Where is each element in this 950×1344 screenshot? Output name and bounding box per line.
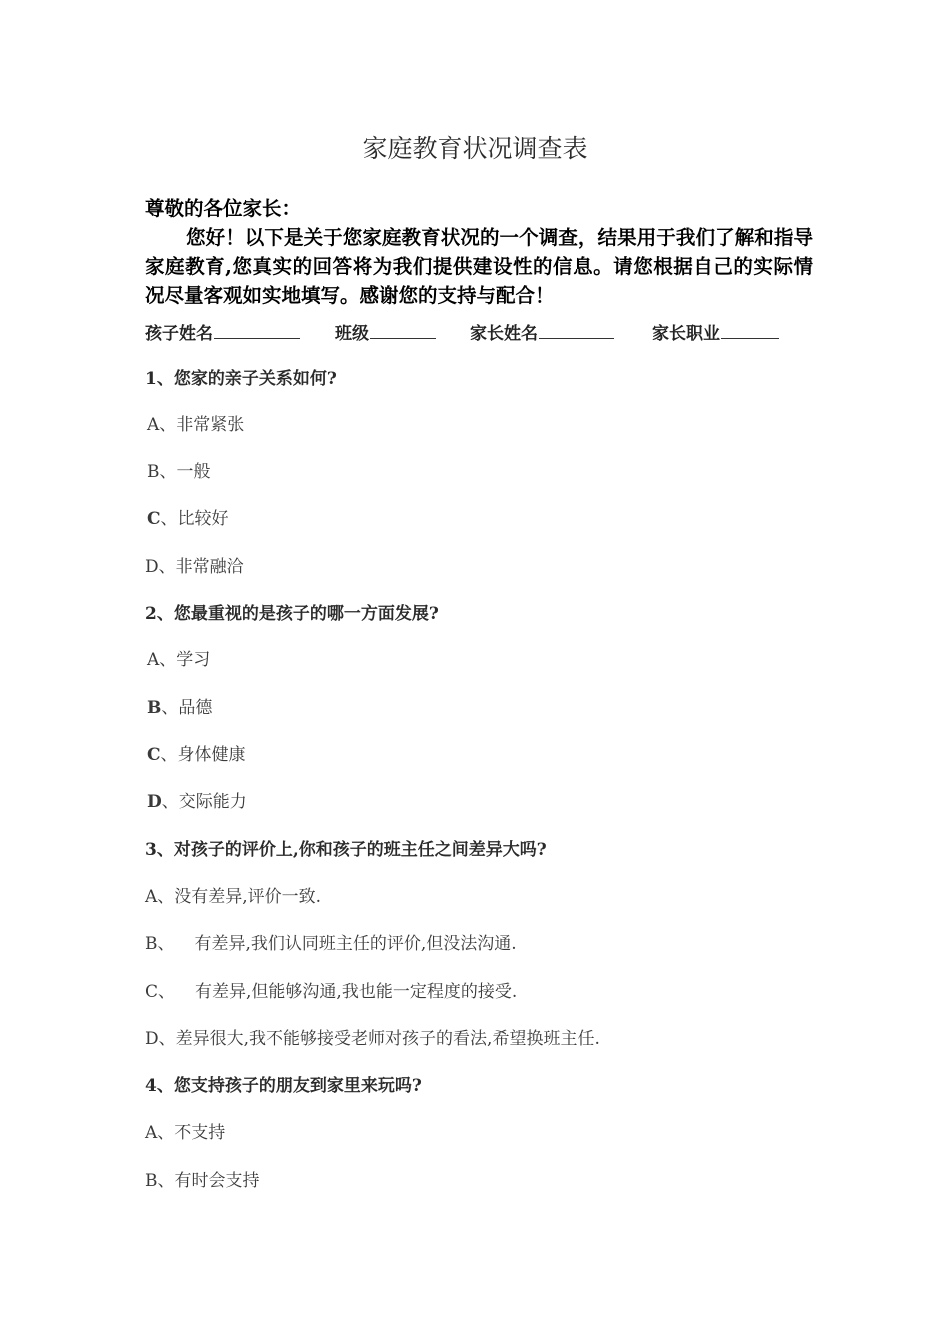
fill-blank[interactable]	[721, 318, 779, 339]
option-text: 有差异,但能够沟通,我也能一定程度的接受.	[195, 982, 518, 1002]
option-text: 有时会支持	[174, 1171, 260, 1191]
option-letter: A	[145, 1123, 158, 1143]
option-letter: B	[145, 1171, 158, 1191]
option-2c[interactable]: C、身体健康	[145, 742, 246, 768]
field-label: 班级	[335, 324, 369, 344]
option-letter: D	[145, 1029, 159, 1049]
child-name-field[interactable]	[145, 318, 300, 348]
info-fields	[145, 318, 825, 346]
option-1b[interactable]: B、一般	[145, 459, 211, 485]
option-1d[interactable]: D、非常融洽	[145, 554, 244, 580]
option-letter: B	[147, 698, 162, 718]
option-text: 学习	[176, 650, 211, 670]
option-4a[interactable]: A、不支持	[145, 1120, 225, 1146]
fill-blank[interactable]	[370, 318, 436, 339]
option-2b[interactable]: B、品德	[145, 695, 212, 721]
fill-blank[interactable]	[214, 318, 300, 339]
option-text: 差异很大,我不能够接受老师对孩子的看法,希望换班主任.	[175, 1029, 600, 1049]
option-text: 非常融洽	[175, 557, 244, 577]
option-text: 有差异,我们认同班主任的评价,但没法沟通.	[194, 934, 517, 954]
option-letter: B	[145, 934, 158, 954]
option-letter: D	[147, 792, 162, 812]
question-3: 3、对孩子的评价上,你和孩子的班主任之间差异大吗?	[145, 840, 547, 860]
option-text: 交际能力	[178, 792, 247, 812]
option-text: 非常紧张	[176, 415, 245, 435]
option-1c[interactable]: C、比较好	[145, 506, 229, 532]
option-4b[interactable]: B、有时会支持	[145, 1168, 260, 1194]
option-3d[interactable]: D、差异很大,我不能够接受老师对孩子的看法,希望换班主任.	[145, 1026, 600, 1052]
option-text: 品德	[178, 698, 213, 718]
page-title: 家庭教育状况调查表	[362, 134, 588, 163]
field-label: 家长职业	[652, 324, 720, 344]
option-letter: B	[147, 462, 160, 482]
option-3a[interactable]: A、没有差异,评价一致.	[145, 884, 321, 910]
option-letter: A	[147, 650, 160, 670]
option-letter: D	[145, 557, 159, 577]
question-4: 4、您支持孩子的朋友到家里来玩吗?	[145, 1076, 422, 1096]
option-1a[interactable]: A、非常紧张	[145, 412, 244, 438]
option-letter: A	[145, 887, 158, 907]
option-text: 没有差异,评价一致.	[174, 887, 322, 907]
option-text: 身体健康	[177, 745, 246, 765]
option-letter: C	[147, 745, 161, 765]
option-letter: C	[145, 982, 159, 1002]
option-text: 不支持	[174, 1123, 226, 1143]
intro-paragraph	[145, 194, 813, 310]
option-letter: A	[147, 415, 160, 435]
field-label: 孩子姓名	[145, 324, 213, 344]
greeting: 尊敬的各位家长：	[145, 197, 302, 220]
question-2: 2、您最重视的是孩子的哪一方面发展?	[145, 604, 439, 624]
option-3b[interactable]: B、 有差异,我们认同班主任的评价,但没法沟通.	[145, 931, 517, 957]
fill-blank[interactable]	[539, 318, 614, 339]
option-2d[interactable]: D、交际能力	[145, 789, 247, 815]
intro-body: 您好！以下是关于您家庭教育状况的一个调查，结果用于我们了解和指导家庭教育,您真实的回答将为我们提供建设性的信息。请您根据自己的实际情况尽量客观如实地填写。感谢您的支持与配合！	[145, 226, 813, 307]
parent-occupation-field[interactable]	[652, 318, 779, 348]
option-2a[interactable]: A、学习	[145, 647, 210, 673]
field-label: 家长姓名	[470, 324, 538, 344]
option-text: 比较好	[177, 509, 229, 529]
option-text: 一般	[176, 462, 211, 482]
parent-name-field[interactable]	[470, 318, 614, 348]
question-1: 1、您家的亲子关系如何?	[145, 369, 337, 389]
class-field[interactable]	[335, 318, 436, 348]
option-letter: C	[147, 509, 161, 529]
option-3c[interactable]: C、 有差异,但能够沟通,我也能一定程度的接受.	[145, 979, 517, 1005]
